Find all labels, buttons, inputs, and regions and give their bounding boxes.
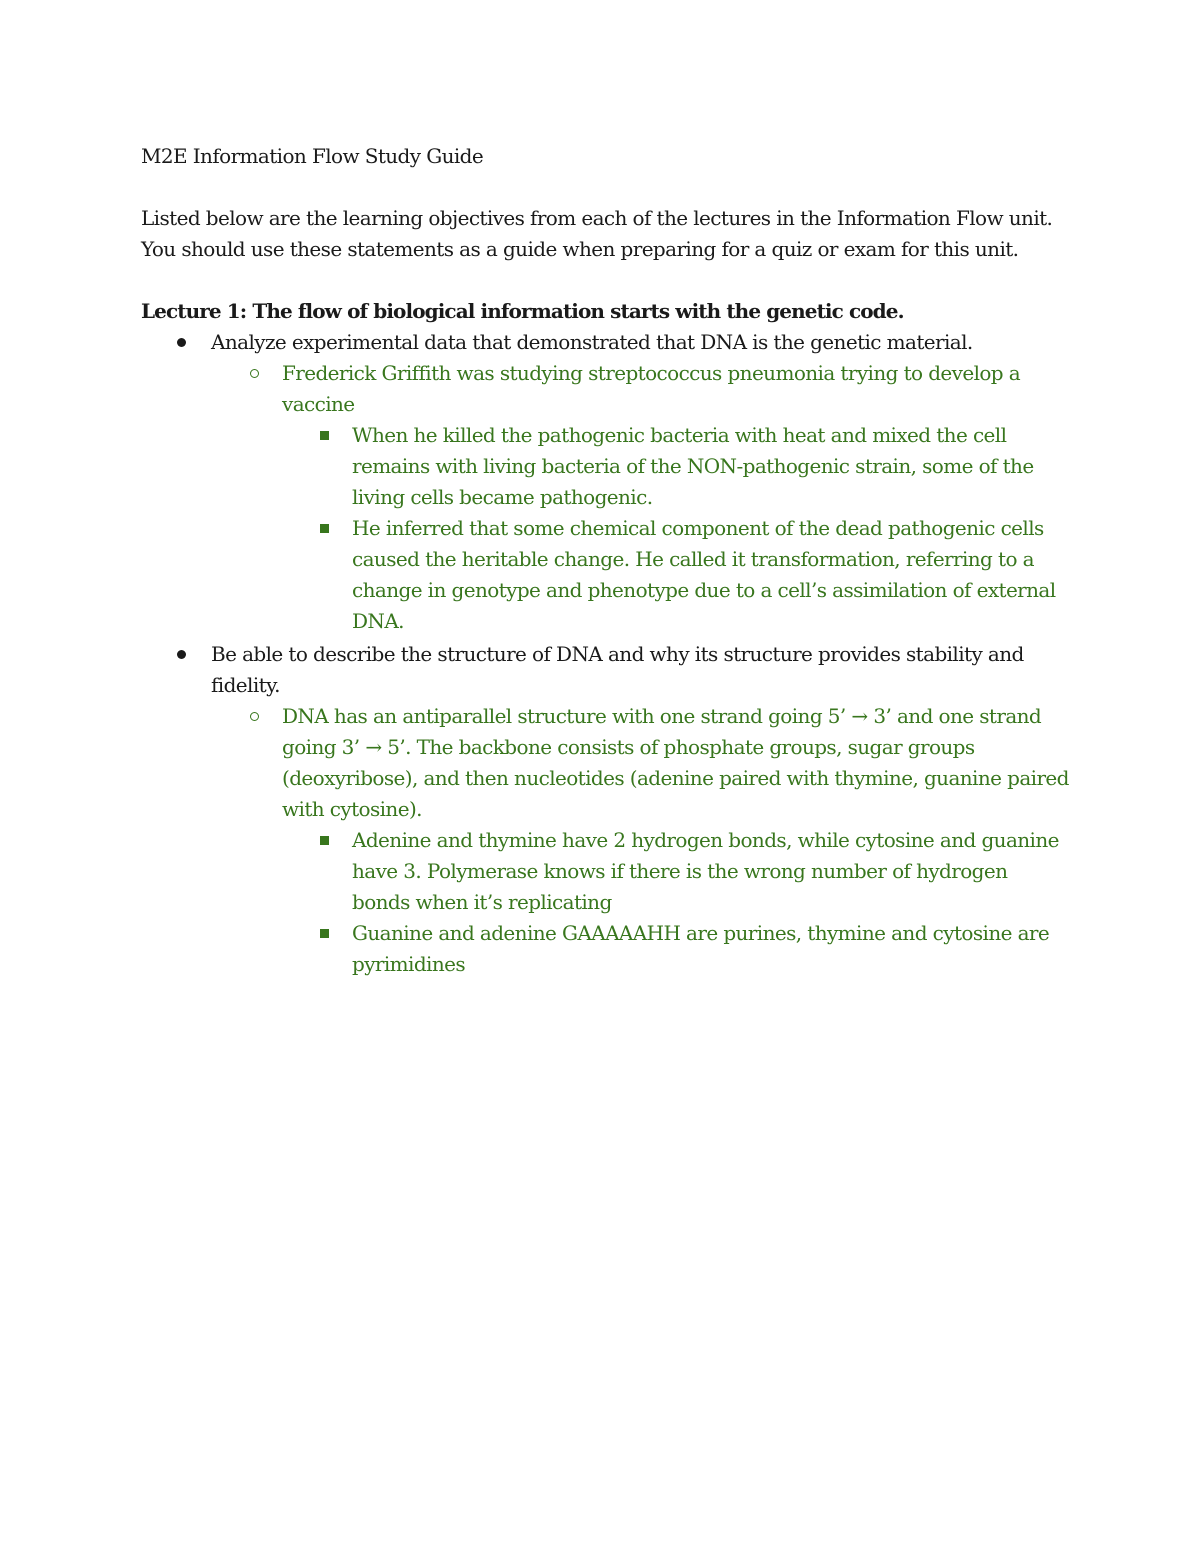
detail-2-line-3: change in genotype and phenotype due to a cell’s assimilation of external bbox=[352, 578, 1056, 602]
detail-3-line-3: bonds when it’s replicating bbox=[352, 890, 612, 914]
bullet-square-icon bbox=[320, 431, 329, 440]
bullet-circle-icon bbox=[250, 712, 259, 721]
document-title: M2E Information Flow Study Guide bbox=[141, 144, 484, 168]
intro-line-2: You should use these statements as a guide when preparing for a quiz or exam for this unit. bbox=[141, 237, 1019, 261]
objective-2-line-2: fidelity. bbox=[211, 673, 280, 697]
objective-2-note-line-2: going 3’ → 5’. The backbone consists of phosphate groups, sugar groups bbox=[282, 735, 975, 759]
detail-2-line-4: DNA. bbox=[352, 609, 404, 633]
bullet-dot-icon bbox=[177, 650, 186, 659]
detail-1-line-1: When he killed the pathogenic bacteria with heat and mixed the cell bbox=[352, 423, 1007, 447]
objective-1-text: Analyze experimental data that demonstrated that DNA is the genetic material. bbox=[211, 330, 973, 354]
bullet-circle-icon bbox=[250, 369, 259, 378]
objective-1-note-line-2: vaccine bbox=[282, 392, 355, 416]
objective-2-note-line-4: with cytosine). bbox=[282, 797, 422, 821]
objective-2-line-1: Be able to describe the structure of DNA and why its structure provides stability and bbox=[211, 642, 1024, 666]
bullet-square-icon bbox=[320, 524, 329, 533]
detail-4-line-1: Guanine and adenine GAAAAAHH are purines, thymine and cytosine are bbox=[352, 921, 1050, 945]
detail-3-line-1: Adenine and thymine have 2 hydrogen bonds, while cytosine and guanine bbox=[352, 828, 1059, 852]
bullet-square-icon bbox=[320, 836, 329, 845]
detail-4-line-2: pyrimidines bbox=[352, 952, 465, 976]
detail-2-line-2: caused the heritable change. He called it transformation, referring to a bbox=[352, 547, 1034, 571]
bullet-dot-icon bbox=[177, 338, 186, 347]
detail-1-line-3: living cells became pathogenic. bbox=[352, 485, 653, 509]
objective-1-note-line-1: Frederick Griffith was studying streptococcus pneumonia trying to develop a bbox=[282, 361, 1021, 385]
detail-1-line-2: remains with living bacteria of the NON-pathogenic strain, some of the bbox=[352, 454, 1034, 478]
objective-2-note-line-1: DNA has an antiparallel structure with one strand going 5’ → 3’ and one strand bbox=[282, 704, 1042, 728]
lecture-heading: Lecture 1: The flow of biological information starts with the genetic code. bbox=[141, 299, 904, 323]
intro-line-1: Listed below are the learning objectives from each of the lectures in the Information Flow unit. bbox=[141, 206, 1053, 230]
detail-3-line-2: have 3. Polymerase knows if there is the wrong number of hydrogen bbox=[352, 859, 1008, 883]
detail-2-line-1: He inferred that some chemical component of the dead pathogenic cells bbox=[352, 516, 1044, 540]
objective-2-note-line-3: (deoxyribose), and then nucleotides (adenine paired with thymine, guanine paired bbox=[282, 766, 1069, 790]
bullet-square-icon bbox=[320, 929, 329, 938]
